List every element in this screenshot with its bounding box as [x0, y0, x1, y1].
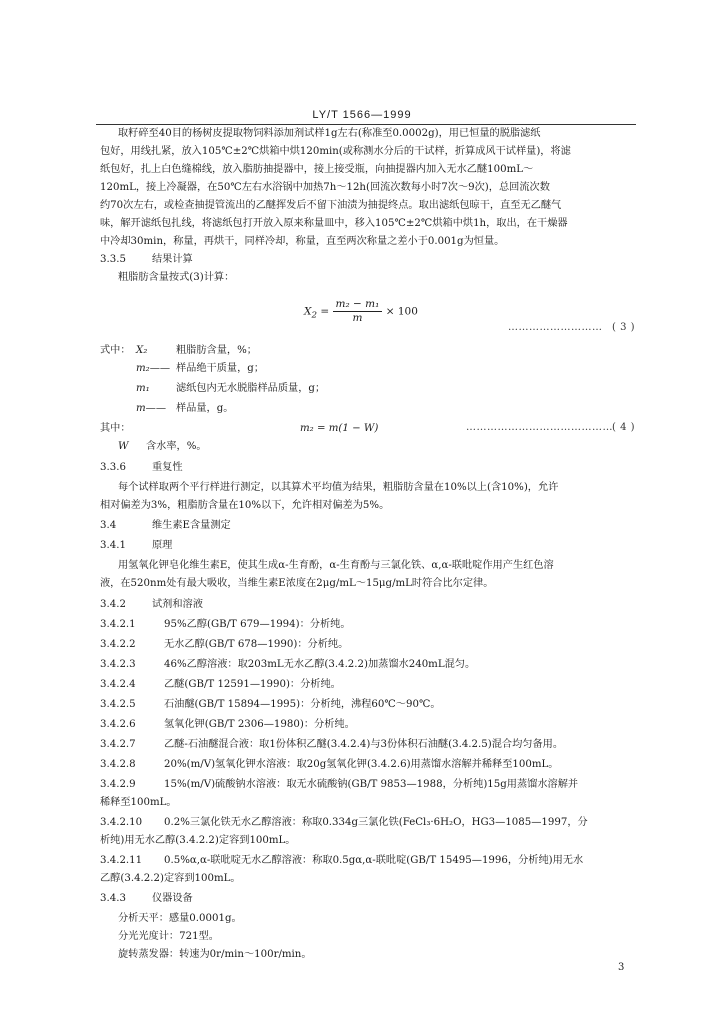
reagent-text: 乙醚(GB/T 12591—1990)：分析纯。 — [164, 679, 341, 690]
where-desc: 滤纸包内无水脱脂样品质量，g； — [176, 383, 326, 394]
paragraph-line: 每个试样取两个平行样进行测定，以其算术平均值为结果，粗脂肪含量在10%以上(含10%)，允许 — [118, 482, 559, 493]
reagent-number: 3.4.2.3 — [100, 659, 136, 670]
paragraph-line: 约70次左右，或检查抽提管流出的乙醚挥发后不留下油渍为抽提终点。取出滤纸包晾干，直至无乙醚气 — [100, 200, 562, 211]
section-title: 重复性 — [152, 462, 183, 473]
where-lead: 式中： — [100, 345, 131, 356]
section-number: 3.4.2 — [100, 599, 126, 610]
equation-4: m₂ = m(1 − W) — [300, 423, 379, 434]
paragraph-line: 相对偏差为3%，粗脂肪含量在10%以下，允许相对偏差为5%。 — [100, 500, 390, 511]
reagent-item — [100, 738, 563, 752]
equation-4-dots: …………………………………… — [466, 422, 613, 433]
reagent-number: 3.4.2.10 — [100, 817, 143, 828]
section-heading — [100, 461, 183, 475]
section-number: 3.3.5 — [100, 254, 126, 265]
section-heading — [100, 519, 231, 533]
reagent-continuation: 稀释至100mL。 — [100, 797, 177, 808]
reagent-number: 3.4.2.5 — [100, 699, 136, 710]
section-title: 试剂和溶液 — [152, 599, 203, 610]
eq-multiplier: × 100 — [385, 305, 418, 318]
where-desc: 样品绝干质量，g； — [176, 363, 265, 374]
equation-4-label: ( 4 ) — [612, 422, 636, 433]
paragraph-line: 纸包好，扎上白色缝棉线，放入脂肪抽提器中，接上接受瓶，向抽提器内加入无水乙醚100mL～ — [100, 164, 534, 175]
eq-lhs: X — [304, 305, 312, 318]
reagent-item — [100, 778, 578, 792]
section-heading — [100, 253, 193, 267]
reagent-text: 乙醚-石油醚混合液：取1份体积乙醚(3.4.2.4)与3份体积石油醚(3.4.2.5)混合均匀备用。 — [164, 739, 564, 750]
reagent-item — [100, 854, 583, 868]
reagent-text: 石油醚(GB/T 15894—1995)：分析纯，沸程60℃～90℃。 — [164, 699, 441, 710]
paragraph-line: 用氢氧化钾皂化维生素E，使其生成α-生育酚，α-生育酚与三氯化铁、α,α-联吡啶作用产生红色溶 — [118, 560, 554, 571]
eq-lhs-sub: 2 — [311, 310, 318, 321]
eq-fraction — [333, 298, 383, 325]
where-desc: 样品量，g。 — [176, 403, 234, 414]
paragraph-line: 味，解开滤纸包扎线，将滤纸包打开放入原来称量皿中，移入105℃±2℃烘箱中烘1h，取出，在干燥器 — [100, 218, 568, 229]
paragraph-line: 包好，用线扎紧，放入105℃±2℃烘箱中烘120min(或称测水分后的干试样，折算成风干试样量)，将滤 — [100, 146, 571, 157]
reagent-item — [100, 698, 441, 712]
section-heading — [100, 539, 172, 553]
equation-3-label: ( 3 ) — [612, 322, 636, 333]
reagent-text: 0.5%α,α-联吡啶无水乙醇溶液：称取0.5gα,α-联吡啶(GB/T 15495—1996，分析纯)用无水 — [164, 855, 584, 866]
reagent-number: 3.4.2.9 — [100, 779, 136, 790]
paragraph-line: 取籽碎至40目的杨树皮提取物饲料添加剂试样1g左右(称准至0.0002g)，用已恒量的脱脂滤纸 — [118, 128, 541, 139]
reagent-text: 95%乙醇(GB/T 679—1994)：分析纯。 — [164, 619, 351, 630]
reagent-number: 3.4.2.11 — [100, 855, 143, 866]
where-lead: 其中： — [100, 423, 131, 434]
reagent-continuation: 乙醇(3.4.2.2)定容到100mL。 — [100, 873, 241, 884]
reagent-item — [100, 758, 559, 772]
section-number: 3.4.3 — [100, 893, 126, 904]
section-number: 3.4.1 — [100, 540, 126, 551]
equipment-item: 分析天平：感量0.0001g。 — [118, 913, 242, 924]
where-symbol: W — [118, 441, 129, 452]
reagent-text: 46%乙醇溶液：取203mL无水乙醇(3.4.2.2)加蒸馏水240mL混匀。 — [164, 659, 476, 670]
header-rule — [96, 124, 636, 125]
eq-numerator: m₂ − m₁ — [333, 298, 383, 312]
paragraph-line: 粗脂肪含量按式(3)计算： — [118, 272, 235, 283]
section-heading — [100, 598, 203, 612]
section-number: 3.3.6 — [100, 462, 126, 473]
reagent-text: 0.2%三氯化铁无水乙醇溶液：称取0.334g三氯化铁(FeCl₃·6H₂O，HG3—1085—1997，分 — [164, 817, 588, 828]
section-title: 结果计算 — [152, 254, 193, 265]
reagent-item — [100, 816, 588, 830]
reagent-item — [100, 718, 355, 732]
section-title: 仪器设备 — [152, 893, 193, 904]
section-title: 维生素E含量测定 — [152, 520, 231, 531]
reagent-text: 氢氧化钾(GB/T 2306—1980)：分析纯。 — [164, 719, 355, 730]
reagent-text: 20%(m/V)氢氧化钾水溶液：取20g氢氧化钾(3.4.2.6)用蒸馏水溶解并稀释至100mL。 — [164, 759, 559, 770]
equation-3 — [304, 298, 418, 325]
equipment-item: 分光光度计：721型。 — [118, 931, 219, 942]
section-title: 原理 — [152, 540, 173, 551]
reagent-text: 无水乙醇(GB/T 678—1990)：分析纯。 — [164, 639, 349, 650]
reagent-number: 3.4.2.1 — [100, 619, 136, 630]
reagent-item — [100, 658, 475, 672]
reagent-number: 3.4.2.6 — [100, 719, 136, 730]
reagent-text: 15%(m/V)硫酸钠水溶液：取无水硫酸钠(GB/T 9853—1988，分析纯)15g用蒸馏水溶解并 — [164, 779, 579, 790]
equation-3-dots: ……………………… — [508, 322, 603, 333]
where-desc: 含水率，%。 — [146, 441, 207, 452]
standard-number-header: LY/T 1566—1999 — [312, 109, 412, 121]
paragraph-line: 120mL，接上冷凝器，在50℃左右水浴锅中加热7h～12h(回流次数每小时7次～9次)，总回流次数 — [100, 182, 550, 193]
reagent-number: 3.4.2.4 — [100, 679, 136, 690]
reagent-item — [100, 618, 351, 632]
eq-denominator: m — [352, 312, 363, 324]
eq-equals: = — [317, 305, 333, 318]
reagent-item — [100, 638, 348, 652]
where-desc: 粗脂肪含量，%； — [176, 345, 257, 356]
where-symbol: X₂ — [136, 345, 148, 356]
section-number: 3.4 — [100, 520, 117, 531]
reagent-number: 3.4.2.2 — [100, 639, 136, 650]
section-heading — [100, 892, 193, 906]
reagent-continuation: 析纯)用无水乙醇(3.4.2.2)定容到100mL。 — [100, 835, 296, 846]
paragraph-line: 液，在520nm处有最大吸收，当维生素E浓度在2μg/mL～15μg/mL时符合比尔定律。 — [100, 578, 494, 589]
reagent-number: 3.4.2.7 — [100, 739, 136, 750]
reagent-number: 3.4.2.8 — [100, 759, 136, 770]
paragraph-line: 中冷却30min，称量，再烘干，同样冷却，称量，直至两次称量之差小于0.001g为恒量。 — [100, 236, 505, 247]
where-symbol: m—— — [136, 403, 167, 414]
where-symbol: m₂—— — [136, 363, 171, 374]
equipment-item: 旋转蒸发器：转速为0r/min～100r/min。 — [118, 949, 312, 960]
where-symbol: m₁ — [136, 383, 150, 394]
reagent-item — [100, 678, 341, 692]
page-number: 3 — [618, 962, 625, 973]
